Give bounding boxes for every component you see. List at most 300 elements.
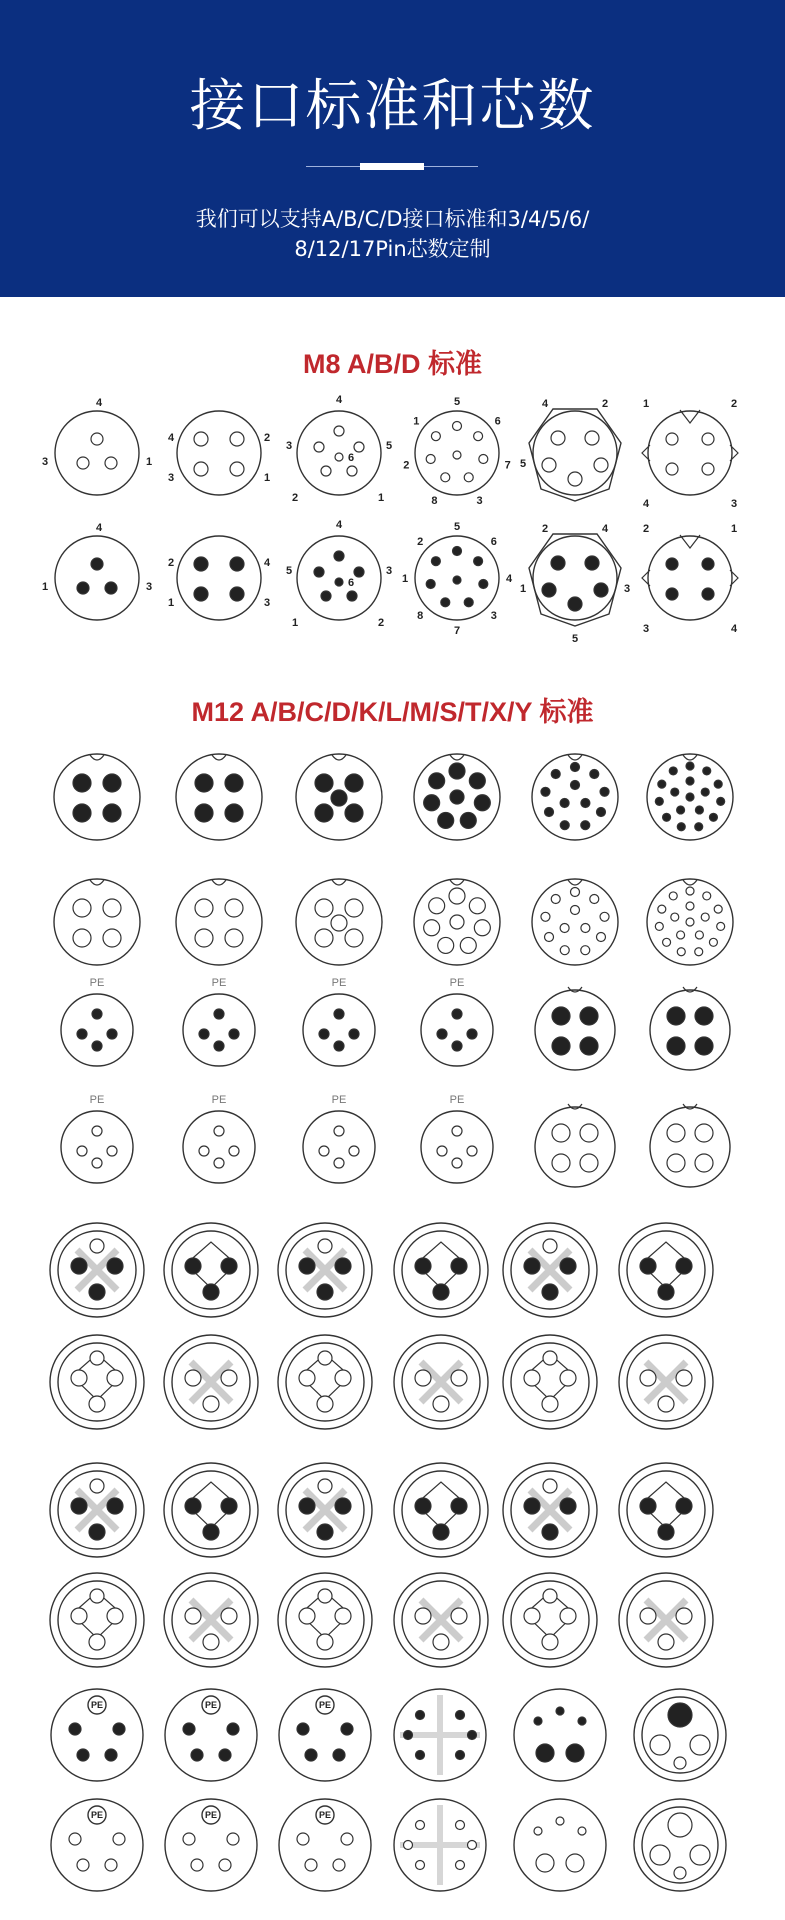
bottom-a-4 bbox=[394, 1689, 486, 1781]
pin-open bbox=[103, 899, 121, 917]
pin-open bbox=[536, 1854, 554, 1872]
pin-filled bbox=[92, 1009, 102, 1019]
keyway bbox=[642, 410, 738, 461]
pin-open bbox=[474, 432, 483, 441]
pe-label: PE bbox=[318, 1700, 332, 1710]
bottom-a-2 bbox=[165, 1689, 257, 1781]
pin-open bbox=[677, 948, 685, 956]
pin-label: 6 bbox=[490, 536, 497, 549]
pin-filled bbox=[331, 790, 347, 806]
pin-open bbox=[183, 1833, 195, 1845]
pin-filled bbox=[714, 780, 722, 788]
pin-open bbox=[580, 1154, 598, 1172]
pin-open bbox=[199, 1146, 209, 1156]
bottom-a-5 bbox=[514, 1689, 606, 1781]
connector-outline bbox=[61, 1111, 133, 1183]
pin-filled bbox=[560, 1498, 576, 1514]
pin-filled bbox=[183, 1723, 195, 1735]
pin-filled bbox=[566, 1744, 584, 1762]
pin-label: 4 bbox=[263, 557, 271, 569]
pin-open bbox=[194, 462, 208, 476]
pin-filled bbox=[341, 1723, 353, 1735]
bottom-a-6 bbox=[634, 1689, 726, 1781]
power-d-1 bbox=[50, 1573, 144, 1667]
m8-female-connector-6 bbox=[642, 523, 738, 635]
connector-outline bbox=[55, 536, 139, 620]
pin-open bbox=[333, 1859, 345, 1871]
m12-a-male-connector-5 bbox=[532, 754, 618, 840]
coding-key bbox=[90, 755, 104, 760]
pin-open bbox=[214, 1158, 224, 1168]
pin-filled bbox=[415, 1498, 431, 1514]
pin-open bbox=[89, 1396, 105, 1412]
pin-filled bbox=[77, 1749, 89, 1761]
pin-filled bbox=[460, 812, 476, 828]
pin-label: 3 bbox=[476, 494, 483, 507]
pin-open bbox=[69, 1833, 81, 1845]
pin-label: 4 bbox=[730, 623, 738, 635]
pin-filled bbox=[227, 1723, 239, 1735]
pin-open bbox=[552, 1154, 570, 1172]
pin-open bbox=[105, 1859, 117, 1871]
connector-outline bbox=[50, 1335, 144, 1429]
pin-open bbox=[194, 432, 208, 446]
pin-filled bbox=[671, 788, 679, 796]
pin-open bbox=[89, 1634, 105, 1650]
pin-open bbox=[677, 931, 685, 939]
m12-a-female-connector-4 bbox=[414, 879, 500, 965]
pin-open bbox=[640, 1370, 656, 1386]
pin-filled bbox=[451, 1258, 467, 1274]
pin-filled bbox=[524, 1498, 540, 1514]
subtitle-line-1: 我们可以支持A/B/C/D接口标准和3/4/5/6/ bbox=[195, 207, 590, 231]
pin-open bbox=[195, 929, 213, 947]
pin-label: 2 bbox=[730, 398, 738, 410]
pin-filled bbox=[542, 1284, 558, 1300]
pin-open bbox=[452, 1126, 462, 1136]
pin-label: 1 bbox=[263, 472, 271, 484]
pin-filled bbox=[103, 774, 121, 792]
connector-outline bbox=[421, 1111, 493, 1183]
pin-label: 4 bbox=[335, 394, 343, 406]
power-d-3 bbox=[278, 1573, 372, 1667]
pin-filled bbox=[571, 763, 580, 772]
pin-filled bbox=[314, 567, 324, 577]
pin-filled bbox=[456, 1711, 465, 1720]
section-title-m8: M8 A/B/D 标准 bbox=[302, 349, 482, 379]
pin-label: 1 bbox=[519, 583, 527, 595]
pe-label: PE bbox=[89, 1094, 105, 1106]
m12-coded-2 bbox=[650, 987, 730, 1070]
pin-filled bbox=[69, 1723, 81, 1735]
pin-filled bbox=[437, 1029, 447, 1039]
pin-open bbox=[702, 463, 714, 475]
pin-open bbox=[578, 1827, 586, 1835]
pin-open bbox=[71, 1370, 87, 1386]
pin-open bbox=[214, 1126, 224, 1136]
pin-filled bbox=[105, 1749, 117, 1761]
pin-open bbox=[686, 887, 694, 895]
pin-filled bbox=[426, 580, 435, 589]
pin-filled bbox=[107, 1029, 117, 1039]
pin-filled bbox=[77, 582, 89, 594]
m12-a-male-connector-6 bbox=[647, 754, 733, 840]
pin-open bbox=[671, 913, 679, 921]
pin-label: 2 bbox=[417, 536, 424, 549]
pin-filled bbox=[709, 813, 717, 821]
pin-open bbox=[349, 1146, 359, 1156]
m12-a-female-connector-5 bbox=[532, 879, 618, 965]
pin-filled bbox=[214, 1041, 224, 1051]
pin-filled bbox=[91, 558, 103, 570]
pin-open bbox=[227, 1833, 239, 1845]
pin-open bbox=[524, 1370, 540, 1386]
coding-key bbox=[450, 755, 464, 760]
pin-label: 1 bbox=[291, 617, 299, 629]
pin-label: 5 bbox=[385, 440, 393, 452]
subtitle-line-2: 8/12/17Pin芯数定制 bbox=[294, 237, 491, 261]
pin-open bbox=[299, 1370, 315, 1386]
m12-coded-3 bbox=[535, 1104, 615, 1187]
pin-open bbox=[90, 1351, 104, 1365]
pin-filled bbox=[578, 1717, 586, 1725]
pin-filled bbox=[695, 1007, 713, 1025]
connector-outline bbox=[55, 411, 139, 495]
pin-label: 2 bbox=[541, 523, 549, 535]
pin-filled bbox=[416, 1751, 425, 1760]
pin-filled bbox=[594, 583, 608, 597]
pin-open bbox=[668, 1813, 692, 1837]
pin-label: 1 bbox=[642, 398, 650, 410]
pin-filled bbox=[221, 1498, 237, 1514]
connector-outline bbox=[164, 1463, 258, 1557]
m12-a-male-connector-3 bbox=[296, 754, 382, 840]
pin-open bbox=[314, 442, 324, 452]
pin-open bbox=[560, 924, 569, 933]
pin-filled bbox=[319, 1029, 329, 1039]
connector-outline bbox=[278, 1573, 372, 1667]
m12-a-female-connector-3 bbox=[296, 879, 382, 965]
pin-filled bbox=[451, 1498, 467, 1514]
pin-filled bbox=[315, 804, 333, 822]
power-c-6 bbox=[619, 1463, 713, 1557]
pin-filled bbox=[107, 1498, 123, 1514]
coding-key bbox=[90, 880, 104, 885]
connector-outline bbox=[54, 879, 140, 965]
pin-label: 8 bbox=[417, 609, 424, 622]
power-b-5 bbox=[503, 1335, 597, 1429]
pin-label: 3 bbox=[385, 565, 393, 577]
pin-open bbox=[449, 888, 465, 904]
pin-filled bbox=[449, 763, 465, 779]
pin-filled bbox=[333, 1749, 345, 1761]
pin-label: 2 bbox=[642, 523, 650, 535]
power-a-3 bbox=[278, 1223, 372, 1317]
pe-female-2 bbox=[183, 1094, 255, 1183]
pin-filled bbox=[702, 558, 714, 570]
pin-filled bbox=[113, 1723, 125, 1735]
pin-filled bbox=[354, 567, 364, 577]
pin-filled bbox=[468, 1731, 477, 1740]
pin-label: 2 bbox=[167, 557, 175, 569]
pin-filled bbox=[349, 1029, 359, 1039]
pin-open bbox=[524, 1608, 540, 1624]
pin-open bbox=[334, 1126, 344, 1136]
connector-outline bbox=[503, 1573, 597, 1667]
pin-label: 5 bbox=[519, 458, 527, 470]
pin-filled bbox=[655, 797, 663, 805]
connector-outline bbox=[619, 1223, 713, 1317]
pin-open bbox=[703, 892, 711, 900]
pin-label: 4 bbox=[601, 523, 609, 535]
pin-open bbox=[695, 948, 703, 956]
pin-filled bbox=[581, 821, 590, 830]
pin-filled bbox=[315, 774, 333, 792]
pin-open bbox=[230, 432, 244, 446]
pin-filled bbox=[541, 787, 550, 796]
pin-open bbox=[585, 431, 599, 445]
pin-open bbox=[334, 426, 344, 436]
pin-open bbox=[335, 453, 343, 461]
pin-open bbox=[315, 929, 333, 947]
power-c-5 bbox=[503, 1463, 597, 1557]
coding-key bbox=[212, 880, 226, 885]
pin-open bbox=[441, 473, 450, 482]
pin-open bbox=[543, 1479, 557, 1493]
pin-filled bbox=[695, 823, 703, 831]
connector-outline bbox=[394, 1223, 488, 1317]
connector-outline bbox=[421, 994, 493, 1066]
pin-filled bbox=[536, 1744, 554, 1762]
pin-open bbox=[650, 1845, 670, 1865]
pin-filled bbox=[669, 767, 677, 775]
pin-open bbox=[424, 920, 440, 936]
pin-filled bbox=[552, 1007, 570, 1025]
pin-open bbox=[669, 892, 677, 900]
pin-filled bbox=[581, 799, 590, 808]
pin-open bbox=[460, 937, 476, 953]
pin-open bbox=[467, 1146, 477, 1156]
pin-open bbox=[640, 1608, 656, 1624]
pin-filled bbox=[305, 1749, 317, 1761]
power-b-1 bbox=[50, 1335, 144, 1429]
pin-open bbox=[695, 931, 703, 939]
m8-male-connector-1 bbox=[42, 397, 152, 495]
connector-outline bbox=[183, 994, 255, 1066]
pe-male-3 bbox=[303, 977, 375, 1066]
connector-outline bbox=[303, 994, 375, 1066]
pin-open bbox=[415, 1608, 431, 1624]
m12-a-male-connector-2 bbox=[176, 754, 262, 840]
pin-open bbox=[474, 920, 490, 936]
power-c-2 bbox=[164, 1463, 258, 1557]
m8-male-connector-4 bbox=[403, 396, 511, 507]
pin-open bbox=[581, 946, 590, 955]
bottom-a-3 bbox=[279, 1689, 371, 1781]
coding-key bbox=[683, 755, 697, 760]
pin-filled bbox=[73, 774, 91, 792]
pin-filled bbox=[194, 587, 208, 601]
pin-open bbox=[690, 1845, 710, 1865]
pin-open bbox=[655, 922, 663, 930]
pin-filled bbox=[317, 1524, 333, 1540]
pin-filled bbox=[551, 770, 560, 779]
connector-outline bbox=[535, 1107, 615, 1187]
power-c-3 bbox=[278, 1463, 372, 1557]
pin-filled bbox=[542, 583, 556, 597]
pin-filled bbox=[73, 804, 91, 822]
pin-open bbox=[71, 1608, 87, 1624]
pin-filled bbox=[450, 790, 464, 804]
power-b-2 bbox=[164, 1335, 258, 1429]
pin-filled bbox=[467, 1029, 477, 1039]
pin-open bbox=[437, 1146, 447, 1156]
pin-open bbox=[92, 1158, 102, 1168]
pe-label: PE bbox=[449, 1094, 465, 1106]
pin-label: 7 bbox=[453, 625, 461, 637]
pin-filled bbox=[640, 1498, 656, 1514]
pin-filled bbox=[701, 788, 709, 796]
power-a-1 bbox=[50, 1223, 144, 1317]
pin-filled bbox=[433, 1284, 449, 1300]
pin-open bbox=[479, 455, 488, 464]
pin-open bbox=[560, 1608, 576, 1624]
bottom-b-2 bbox=[165, 1799, 257, 1891]
pin-open bbox=[676, 1608, 692, 1624]
m8-male-connector-3 bbox=[286, 394, 392, 504]
connector-outline bbox=[514, 1799, 606, 1891]
pin-open bbox=[321, 466, 331, 476]
pin-filled bbox=[464, 598, 473, 607]
pin-filled bbox=[479, 580, 488, 589]
pin-open bbox=[341, 1833, 353, 1845]
pin-filled bbox=[551, 556, 565, 570]
pin-open bbox=[464, 473, 473, 482]
connector-outline bbox=[278, 1335, 372, 1429]
pin-filled bbox=[456, 1751, 465, 1760]
coding-key bbox=[683, 880, 697, 885]
pin-open bbox=[431, 432, 440, 441]
coding-key bbox=[212, 755, 226, 760]
pe-label: PE bbox=[90, 1810, 104, 1820]
pin-label: 4 bbox=[167, 432, 175, 444]
bottom-b-5 bbox=[514, 1799, 606, 1891]
pin-label: 1 bbox=[413, 415, 420, 428]
pin-label: 2 bbox=[601, 398, 609, 410]
pin-label: 1 bbox=[145, 456, 153, 468]
pin-open bbox=[318, 1479, 332, 1493]
pin-filled bbox=[404, 1731, 413, 1740]
pin-filled bbox=[334, 1041, 344, 1051]
pin-open bbox=[331, 915, 347, 931]
pin-open bbox=[658, 1396, 674, 1412]
power-a-5 bbox=[503, 1223, 597, 1317]
pin-open bbox=[666, 433, 678, 445]
pin-open bbox=[90, 1239, 104, 1253]
pin-open bbox=[560, 946, 569, 955]
pin-filled bbox=[677, 806, 685, 814]
pin-open bbox=[107, 1146, 117, 1156]
pin-label: 3 bbox=[263, 597, 271, 609]
pin-filled bbox=[640, 1258, 656, 1274]
pin-filled bbox=[658, 1524, 674, 1540]
pin-open bbox=[686, 902, 694, 910]
pin-open bbox=[690, 1735, 710, 1755]
pin-open bbox=[185, 1608, 201, 1624]
pin-filled bbox=[195, 804, 213, 822]
pe-label: PE bbox=[204, 1700, 218, 1710]
pin-open bbox=[453, 451, 461, 459]
pin-open bbox=[556, 1817, 564, 1825]
pin-open bbox=[345, 929, 363, 947]
pin-open bbox=[594, 458, 608, 472]
coding-key bbox=[568, 755, 582, 760]
pin-filled bbox=[185, 1258, 201, 1274]
pin-label: 3 bbox=[145, 581, 153, 593]
pin-open bbox=[701, 913, 709, 921]
pin-open bbox=[229, 1146, 239, 1156]
connector-outline bbox=[183, 1111, 255, 1183]
pin-filled bbox=[571, 781, 580, 790]
pin-label: 5 bbox=[453, 396, 461, 408]
pe-label: PE bbox=[89, 977, 105, 989]
pin-open bbox=[225, 929, 243, 947]
pin-open bbox=[219, 1859, 231, 1871]
m8-male-connector-5 bbox=[520, 398, 621, 501]
pin-label: 6 bbox=[494, 415, 501, 428]
connector-outline bbox=[303, 1111, 375, 1183]
pin-filled bbox=[195, 774, 213, 792]
power-d-2 bbox=[164, 1573, 258, 1667]
pe-male-4 bbox=[421, 977, 493, 1066]
pin-filled bbox=[677, 823, 685, 831]
pin-filled bbox=[77, 1029, 87, 1039]
pin-open bbox=[415, 1370, 431, 1386]
pin-open bbox=[596, 933, 605, 942]
pin-filled bbox=[203, 1284, 219, 1300]
pin-open bbox=[354, 442, 364, 452]
pin-open bbox=[299, 1608, 315, 1624]
pin-open bbox=[568, 472, 582, 486]
pin-open bbox=[695, 1154, 713, 1172]
power-a-6 bbox=[619, 1223, 713, 1317]
connector-outline bbox=[164, 1223, 258, 1317]
pin-open bbox=[543, 1351, 557, 1365]
pin-label: 3 bbox=[490, 609, 497, 622]
m8-female-connector-3 bbox=[286, 519, 392, 629]
pin-open bbox=[429, 898, 445, 914]
pin-filled bbox=[469, 773, 485, 789]
pin-filled bbox=[71, 1498, 87, 1514]
pin-open bbox=[107, 1370, 123, 1386]
pin-open bbox=[318, 1239, 332, 1253]
pin-filled bbox=[71, 1258, 87, 1274]
pin-open bbox=[542, 1396, 558, 1412]
pin-filled bbox=[474, 557, 483, 566]
pin-open bbox=[534, 1827, 542, 1835]
pin-label: 4 bbox=[505, 573, 513, 585]
pe-label: PE bbox=[211, 1094, 227, 1106]
pin-filled bbox=[299, 1258, 315, 1274]
pin-label: 1 bbox=[377, 492, 385, 504]
pin-open bbox=[663, 938, 671, 946]
pin-filled bbox=[542, 1524, 558, 1540]
pin-filled bbox=[441, 598, 450, 607]
pin-filled bbox=[568, 597, 582, 611]
pin-label: 1 bbox=[401, 573, 409, 585]
pin-label: 1 bbox=[41, 581, 49, 593]
keyway bbox=[642, 535, 738, 586]
